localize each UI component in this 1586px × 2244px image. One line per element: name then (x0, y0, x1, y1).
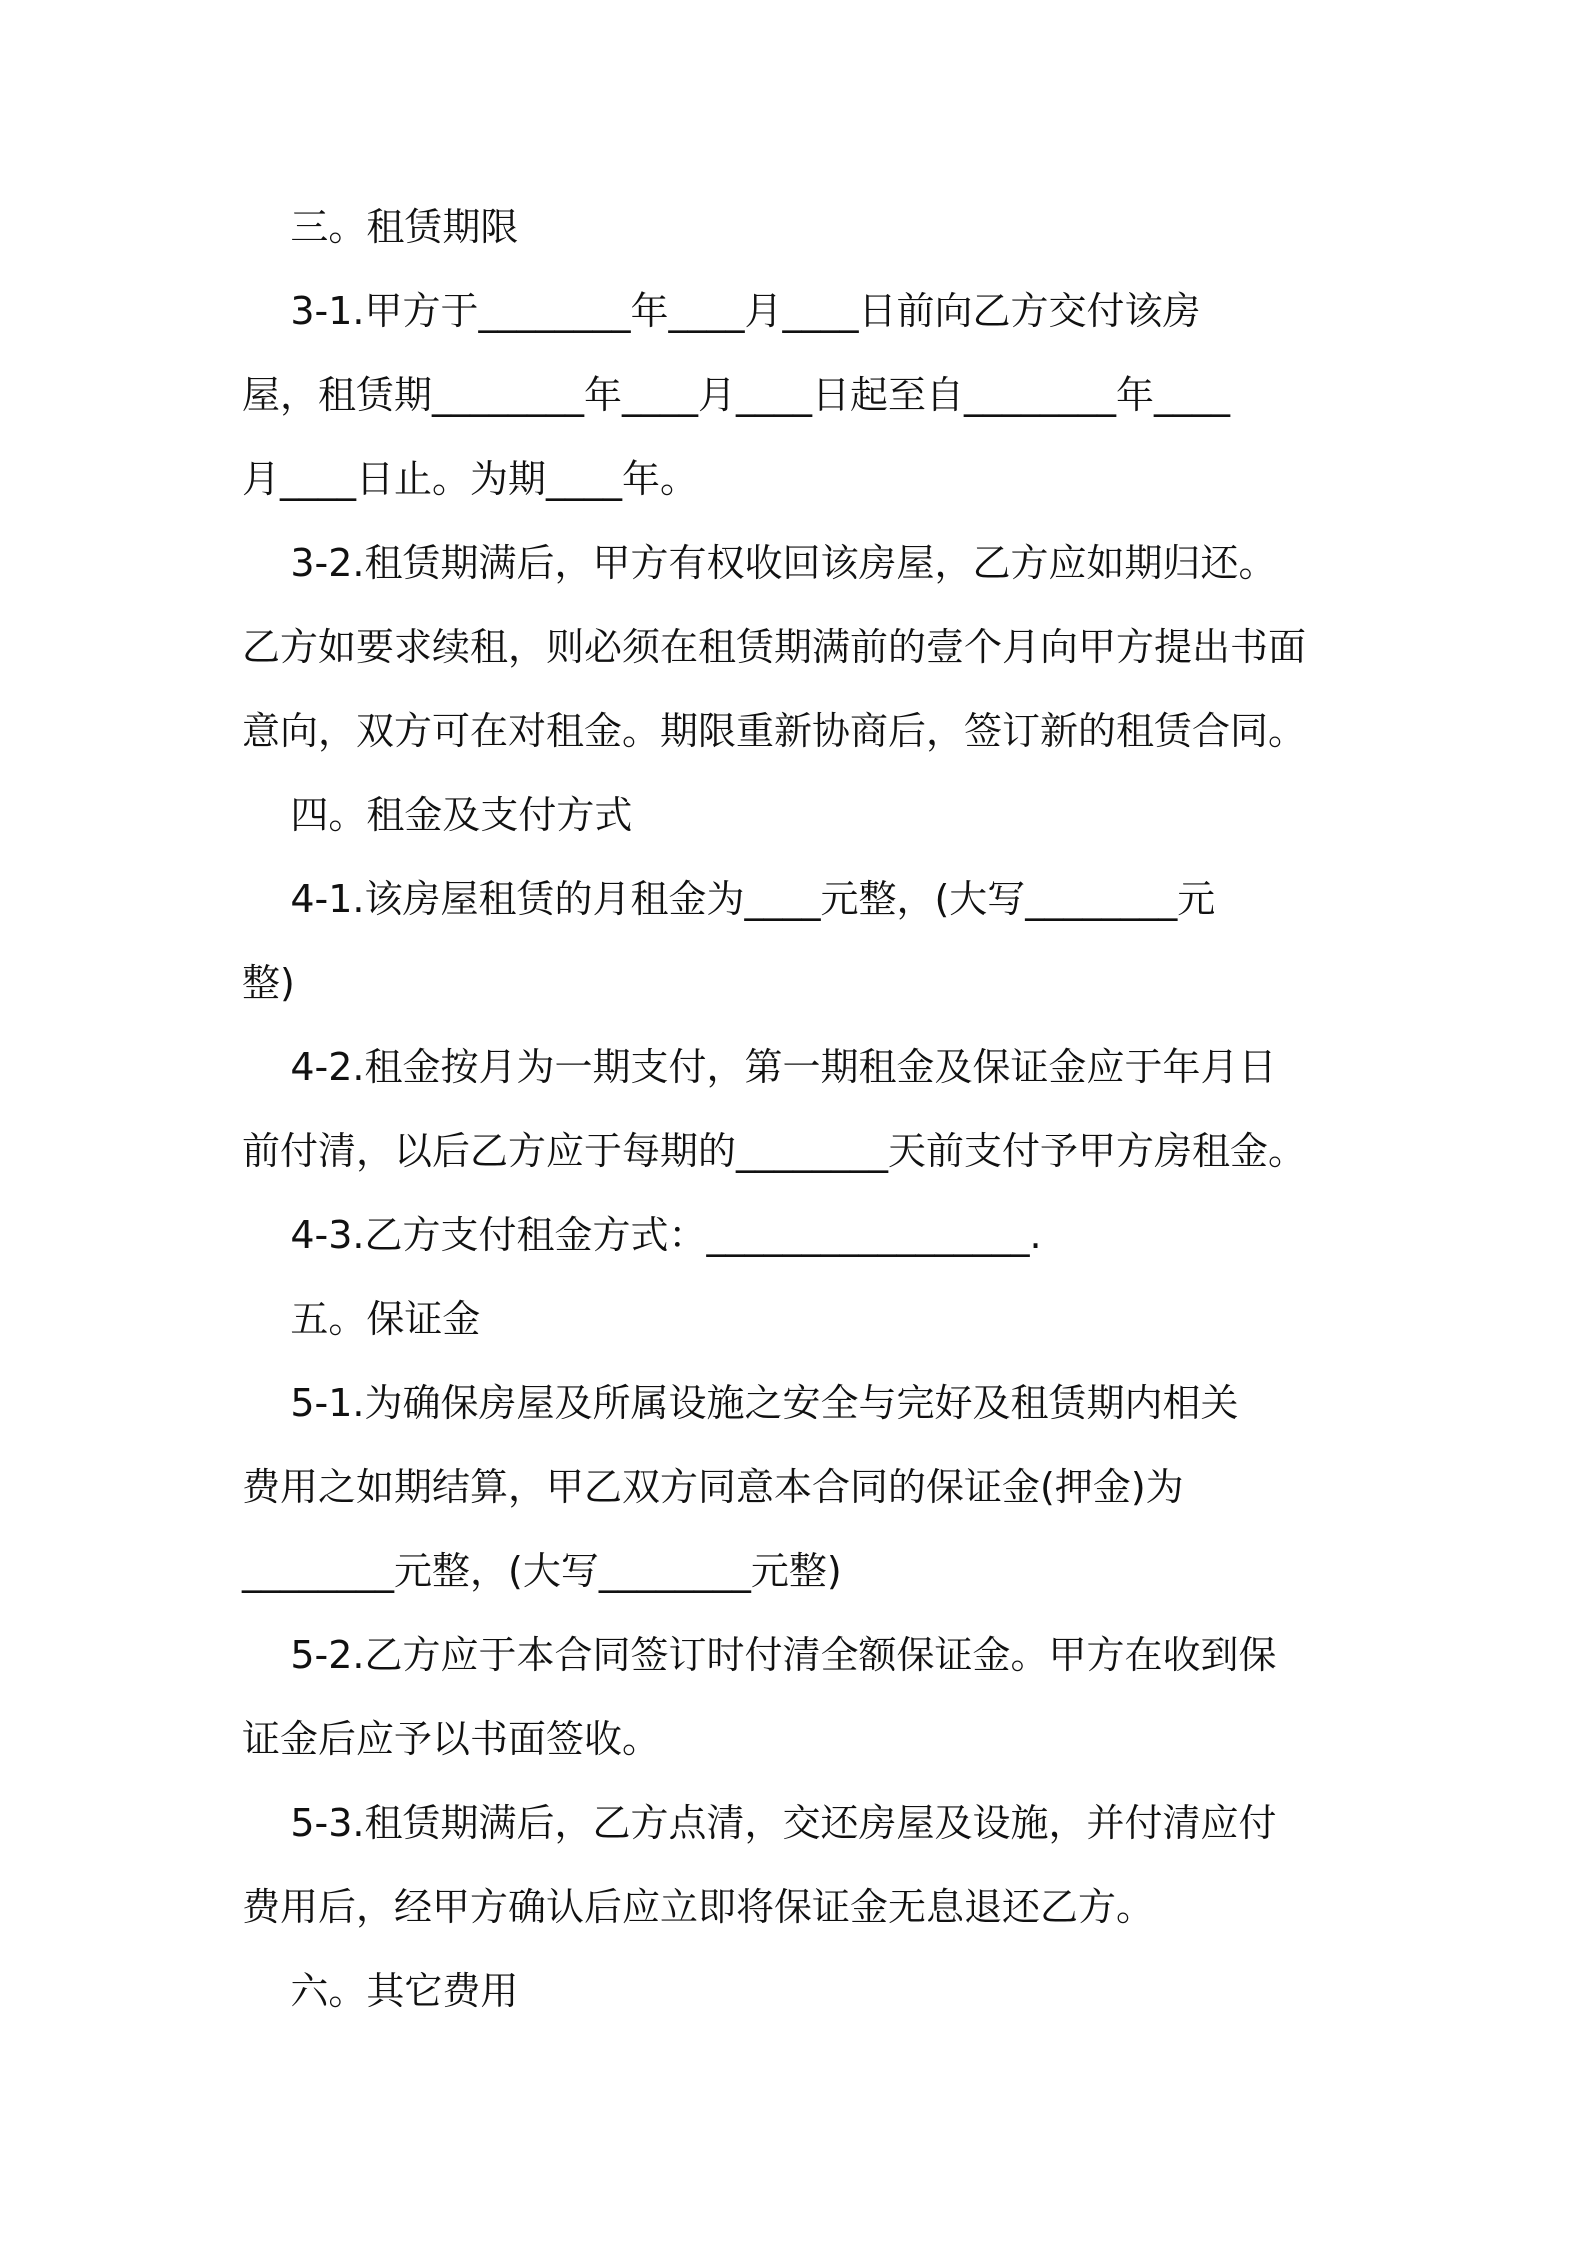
heading-section-5: 五。保证金 (242, 1297, 481, 1341)
clause-5-2-line-1: 5-2.乙方应于本合同签订时付清全额保证金。甲方在收到保 (242, 1633, 1277, 1677)
clause-3-2-line-2: 乙方如要求续租，则必须在租赁期满前的壹个月向甲方提出书面 (242, 625, 1307, 669)
clause-5-1-line-2: 费用之如期结算，甲乙双方同意本合同的保证金(押金)为 (242, 1465, 1184, 1509)
clause-3-1-line-2: 屋，租赁期________年____月____日起至自________年____ (242, 373, 1231, 417)
clause-4-1-line-2: 整) (242, 961, 295, 1005)
clause-4-2-line-1: 4-2.租金按月为一期支付，第一期租金及保证金应于年月日 (242, 1045, 1277, 1089)
clause-3-2-line-3: 意向，双方可在对租金。期限重新协商后，签订新的租赁合同。 (242, 709, 1307, 753)
clause-4-1-line-1: 4-1.该房屋租赁的月租金为____元整，(大写________元 (242, 877, 1216, 921)
clause-5-3-line-2: 费用后，经甲方确认后应立即将保证金无息退还乙方。 (242, 1885, 1155, 1929)
clause-5-3-line-1: 5-3.租赁期满后，乙方点清，交还房屋及设施，并付清应付 (242, 1801, 1277, 1845)
heading-section-4: 四。租金及支付方式 (242, 793, 633, 837)
clause-3-2-line-1: 3-2.租赁期满后，甲方有权收回该房屋，乙方应如期归还。 (242, 541, 1277, 585)
clause-4-3: 4-3.乙方支付租金方式：_________________. (242, 1213, 1042, 1257)
heading-section-3: 三。租赁期限 (242, 205, 519, 249)
clause-4-2-line-2: 前付清，以后乙方应于每期的________天前支付予甲方房租金。 (242, 1129, 1307, 1173)
clause-3-1-line-3: 月____日止。为期____年。 (242, 457, 699, 501)
clause-5-2-line-2: 证金后应予以书面签收。 (242, 1717, 661, 1761)
clause-3-1-line-1: 3-1.甲方于________年____月____日前向乙方交付该房 (242, 289, 1201, 333)
clause-5-1-line-3: ________元整，(大写________元整) (242, 1549, 842, 1593)
heading-section-6: 六。其它费用 (242, 1969, 519, 2013)
clause-5-1-line-1: 5-1.为确保房屋及所属设施之安全与完好及租赁期内相关 (242, 1381, 1239, 1425)
